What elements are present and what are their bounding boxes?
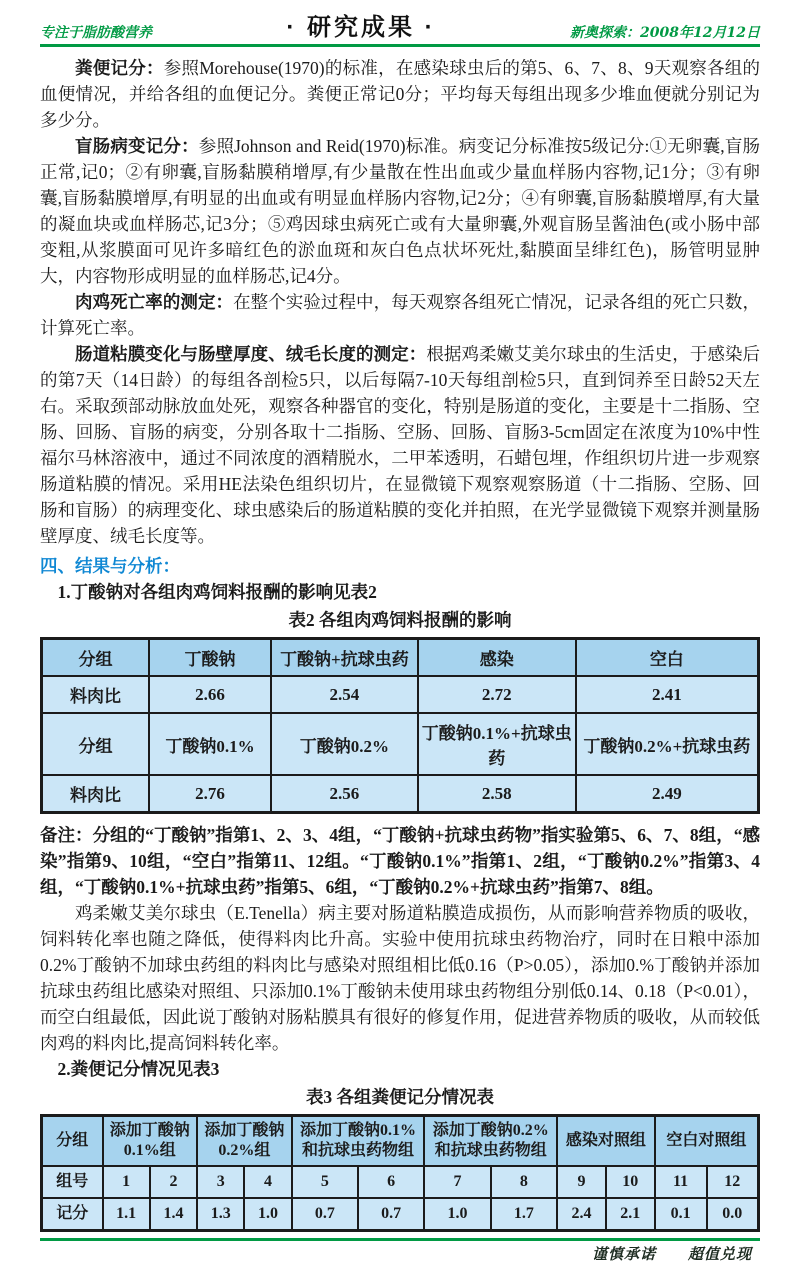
table-cell: 2.56 (271, 775, 418, 813)
table-cell: 4 (244, 1166, 291, 1198)
table-cell: 2.54 (271, 676, 418, 713)
table-cell: 2.66 (149, 676, 271, 713)
table-cell: 0.7 (292, 1198, 358, 1231)
table-header-cell: 添加丁酸钠0.1%组 (103, 1116, 198, 1167)
paragraph-note (40, 822, 760, 900)
table-cell: 料肉比 (42, 676, 150, 713)
paragraph-lead: 粪便记分： (75, 58, 164, 78)
table-cell: 0.1 (655, 1198, 707, 1231)
table-row (42, 1166, 759, 1198)
table-cell: 2.58 (418, 775, 576, 813)
subheading-table3: 2.粪便记分情况见表3 (57, 1059, 220, 1079)
paragraph-mortality (40, 289, 760, 341)
table-cell: 1.7 (491, 1198, 557, 1231)
table-row (42, 639, 759, 677)
table-cell: 0.7 (358, 1198, 424, 1231)
table-row (42, 1116, 759, 1167)
paragraph-text: 在整个实验过程中，每天观察各组死亡情况，记录各组的死亡只数，计算死亡率。 (40, 292, 760, 338)
table-row (42, 676, 759, 713)
page-footer (40, 1241, 760, 1264)
table-header-cell: 感染对照组 (557, 1116, 655, 1167)
page-title: · 研究成果 · (286, 14, 436, 41)
paragraph-cecal-lesion-score (40, 133, 760, 289)
paragraph-text: 参照Morehouse(1970)的标准，在感染球虫后的第5、6、7、8、9天观察各组的血便情况，并给各组的血便记分。粪便正常记0分；平均每天每组出现多少堆血便就分别记为多少分。 (40, 58, 761, 130)
table-cell: 丁酸钠0.2%+抗球虫药 (576, 713, 759, 775)
header-left-slogan: 专注于脂肪酸营养 (40, 25, 152, 41)
table-cell: 1.0 (244, 1198, 291, 1231)
table-cell: 8 (491, 1166, 557, 1198)
table-cell: 11 (655, 1166, 707, 1198)
table-cell: 9 (557, 1166, 606, 1198)
table-cell: 5 (292, 1166, 358, 1198)
table-row-label: 组号 (42, 1166, 103, 1198)
footer-slogan: 谨慎承诺 超值兑现 (591, 1245, 752, 1263)
table-row (42, 775, 759, 813)
table-cell: 1 (103, 1166, 150, 1198)
table-cell: 料肉比 (42, 775, 150, 813)
paragraph-mucosa-measure (40, 341, 760, 549)
table-header-cell: 丁酸钠+抗球虫药 (271, 639, 418, 677)
table-cell: 1.1 (103, 1198, 150, 1231)
paragraph-text: 参照Johnson and Reid(1970)标准。病变记分标准按5级记分:①无卵囊,盲肠正常,记0；②有卵囊,盲肠黏膜稍增厚,有少量散在性出血或少量血样肠内容物,记1分；③有卵囊,盲肠黏膜增厚,有明显的出血或有明显血样肠内容物,记2分；④有卵囊,盲肠黏膜增厚,有大量的凝血块或血样肠芯,记3分；⑤鸡因球虫病死亡或有大量卵囊,外观盲肠呈酱油色(或小肠中部变粗,从浆膜面可见许多暗红色的淤血斑和灰白色点状坏死灶,黏膜面呈绯红色)，肠管明显肿大，内容物形成明显的血样肠芯,记4分。 (40, 136, 760, 286)
table-header-cell: 空白对照组 (655, 1116, 759, 1167)
paragraph-lead: 盲肠病变记分： (75, 136, 199, 156)
table3-caption: 表3 各组粪便记分情况表 (305, 1087, 495, 1107)
table2-caption: 表2 各组肉鸡饲料报酬的影响 (288, 610, 512, 630)
table-row (42, 1198, 759, 1231)
table-cell: 丁酸钠0.2% (271, 713, 418, 775)
header-rule (40, 44, 760, 47)
table-cell: 2.4 (557, 1198, 606, 1231)
paragraph-fecal-score (40, 55, 760, 133)
table-cell: 2 (150, 1166, 197, 1198)
page-header (40, 12, 760, 42)
table-cell: 1.4 (150, 1198, 197, 1231)
paragraph-lead: 肠道粘膜变化与肠壁厚度、绒毛长度的测定： (75, 344, 427, 364)
table-cell: 2.1 (606, 1198, 655, 1231)
paragraph-lead: 肉鸡死亡率的测定： (75, 292, 234, 312)
table-header-cell: 添加丁酸钠0.1%和抗球虫药物组 (292, 1116, 425, 1167)
table-cell: 10 (606, 1166, 655, 1198)
paragraph-text: 分组的“丁酸钠”指第1、2、3、4组，“丁酸钠+抗球虫药物”指实验第5、6、7、8组，“感染”指第9、10组，“空白”指第11、12组。“丁酸钠0.1%”指第1、2组，“丁酸钠0.2%”指第3、4组，“丁酸钠0.1%+抗球虫药”指第5、6组，“丁酸钠0.2%+抗球虫药”指第7、8组。 (40, 825, 760, 897)
table-cell: 2.72 (418, 676, 576, 713)
table3-fecal-scores (40, 1114, 760, 1232)
table-header-cell: 分组 (42, 639, 150, 677)
table-header-cell: 添加丁酸钠0.2%和抗球虫药物组 (424, 1116, 557, 1167)
table-header-cell: 感染 (418, 639, 576, 677)
header-right-date: 新奥探索：2008年12月12日 (570, 25, 760, 41)
subheading-table2: 1.丁酸钠对各组肉鸡饲料报酬的影响见表2 (57, 582, 377, 602)
table-cell: 3 (197, 1166, 244, 1198)
paragraph-lead: 备注： (40, 825, 93, 845)
table-header-cell: 空白 (576, 639, 759, 677)
table-cell: 1.0 (424, 1198, 490, 1231)
table-cell: 0.0 (707, 1198, 759, 1231)
table-cell: 2.76 (149, 775, 271, 813)
table-row-label: 记分 (42, 1198, 103, 1231)
table2-feed-conversion (40, 637, 760, 814)
table-cell: 6 (358, 1166, 424, 1198)
table-cell: 分组 (42, 713, 150, 775)
table-header-cell: 丁酸钠 (149, 639, 271, 677)
table-header-cell: 添加丁酸钠0.2%组 (197, 1116, 292, 1167)
paragraph-text: 鸡柔嫩艾美尔球虫（E.Tenella）病主要对肠道粘膜造成损伤，从而影响营养物质的吸收，饲料转化率也随之降低，使得料肉比升高。实验中使用抗球虫药物治疗，同时在日粮中添加0.2%丁酸钠不加球虫药组的料肉比与感染对照组相比低0.16（P>0.05），添加0.%丁酸钠并添加抗球虫药组比感染对照组、只添加0.1%丁酸钠未使用球虫药物组分别低0.14、0.18（P<0.01），而空白组最低，因此说丁酸钠对肠粘膜具有很好的修复作用，促进营养物质的吸收，从而较低肉鸡的料肉比,提高饲料转化率。 (40, 903, 760, 1053)
table-header-cell: 分组 (42, 1116, 103, 1167)
paragraph-discussion (40, 900, 760, 1056)
table-cell: 1.3 (197, 1198, 244, 1231)
section-heading-results: 四、结果与分析： (40, 556, 180, 576)
table-cell: 7 (424, 1166, 490, 1198)
table-cell: 12 (707, 1166, 759, 1198)
table-cell: 2.49 (576, 775, 759, 813)
table-cell: 丁酸钠0.1%+抗球虫药 (418, 713, 576, 775)
table-cell: 丁酸钠0.1% (149, 713, 271, 775)
paragraph-text: 根据鸡柔嫩艾美尔球虫的生活史，于感染后的第7天（14日龄）的每组各剖检5只，以后每隔7-10天每组剖检5只，直到饲养至日龄52天左右。采取颈部动脉放血处死，观察各种器官的变化，特别是肠道的变化，主要是十二指肠、空肠、回肠、盲肠的病变，分别各取十二指肠、空肠、回肠、盲肠3-5cm固定在浓度为10%中性福尔马林溶液中，通过不同浓度的酒精脱水，二甲苯透明，石蜡包埋，作组织切片进一步观察肠道粘膜的情况。采用HE法染色组织切片，在显微镜下观察观察肠道（十二指肠、空肠、回肠和盲肠）的病理变化、球虫感染后的肠道粘膜的变化并拍照，在光学显微镜下观察并测量肠壁厚度、绒毛长度等。 (40, 344, 761, 546)
table-cell: 2.41 (576, 676, 759, 713)
table-row (42, 713, 759, 775)
